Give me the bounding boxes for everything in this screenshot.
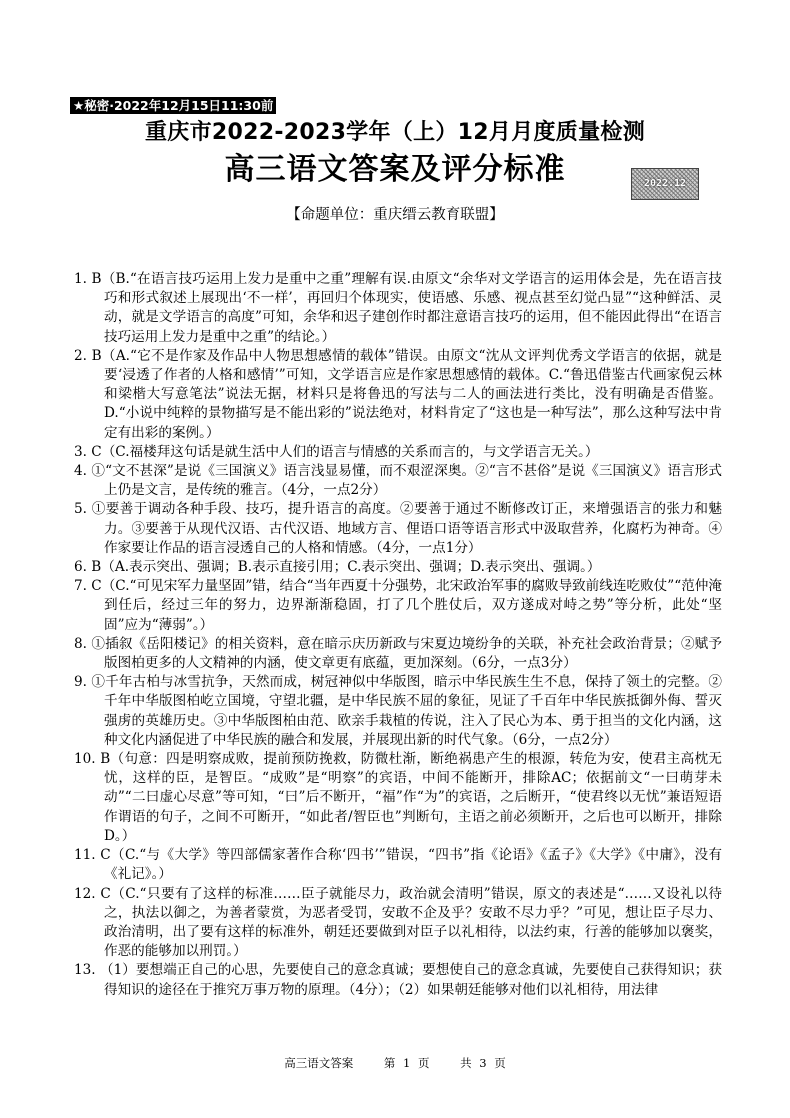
- footer-page-current: 第 1 页: [383, 1056, 430, 1070]
- secret-tag: ★秘密·2022年12月15日11:30前: [70, 97, 276, 114]
- answer-item-2: 2. B（A.“它不是作家及作品中人物思想感情的载体”错误。由原文“沈从文评判优秀文学语言的依据，就是要‘浸透了作者的人格和感情’”可知，文学语言应是作家思想感情的载体。C.“鲁迅借鉴古代画家倪云林和梁楷大写意笔法”说法无据，材料只是将鲁迅的写法与二人的画法进行类比，没有明确是否借鉴。D.“小说中纯粹的景物描写是不能出彩的”说法绝对，材料肯定了“这也是一种写法”，那么这种写法中肯定有出彩的案例。）: [74, 347, 722, 441]
- answer-item-6: 6. B（A.表示突出、强调；B.表示直接引用；C.表示突出、强调；D.表示突出、强调。）: [74, 559, 601, 576]
- footer-subject: 高三语文答案: [284, 1056, 354, 1070]
- answer-item-1: 1. B（B.“在语言技巧运用上发力是重中之重”理解有误.由原文“余华对文学语言的运用体会是，先在语言技巧和形式叙述上展现出‘不一样’，再回归个体现实，使语感、乐感、视点甚至幻觉凸显”“这种鲜活、灵动，就是文学语言的高度”可知，余华和迟子建创作时都注意语言技巧的运用，但不能因此得出“在语言技巧运用上发力是重中之重”的结论。）: [74, 271, 722, 345]
- answer-item-13: 13. （1）要想端正自己的心思，先要使自己的意念真诚；要想使自己的意念真诚，先要使自己获得知识；获得知识的途径在于推究万事万物的原理。（4分）；（2）如果朝廷能够对他们以礼相待，用法律: [74, 962, 722, 998]
- answer-item-4: 4. ①“文不甚深”是说《三国演义》语言浅显易懂，而不艰涩深奥。②“言不甚俗”是说《三国演义》语言形式上仍是文言，是传统的雅言。（4分，一点2分）: [74, 463, 722, 499]
- document-title: 高三语文答案及评分标准: [224, 152, 566, 187]
- date-stamp-icon: 2022.12: [631, 168, 699, 200]
- answer-item-11: 11. C（C.“与《大学》等四部儒家著作合称‘四书’”错误，“四书”指《论语》《孟子》《大学》《中庸》，没有《礼记》。）: [74, 847, 722, 883]
- exam-title: 重庆市2022-2023学年（上）12月月度质量检测: [144, 120, 645, 145]
- footer-page-total: 共 3 页: [460, 1056, 506, 1070]
- answer-item-7: 7. C（C.“可见宋军力量坚固”错，结合“当年西夏十分强势，北宋政治军事的腐败导致前线连吃败仗”“范仲淹到任后，经过三年的努力，边界渐渐稳固，打了几个胜仗后，双方遂成对峙之势”等分析，此处“坚固”应为“薄弱”。）: [74, 578, 722, 633]
- answer-item-9: 9. ①千年古柏与冰雪抗争，天然而成，树冠神似中华版图，暗示中华民族生生不息，保持了领土的完整。②千年中华版图柏屹立国境，守望北疆，是中华民族不屈的象征，见证了千百年中华民族抵御外侮、誓灭强虏的英雄历史。③中华版图柏由范、欧亲手栽植的传说，注入了民心为本、勇于担当的文化内涵，这种文化内涵促进了中华民族的融合和发展，并展现出新的时代气象。（6分，一点2分）: [74, 674, 722, 748]
- answer-item-10: 10. B（句意：四是明察成败，提前预防挽救，防微杜渐，断绝祸患产生的根源，转危为安，使君主高枕无忧，这样的臣，是智臣。“成败”是“明察”的宾语，中间不能断开，排除AC；依据前文“一曰萌芽未动”“二曰虚心尽意”等可知，“曰”后不断开，“福”作“为”的宾语，之后断开，“使君终以无忧”兼语短语作谓语的句子，之间不可断开，“如此者/智臣也”判断句，主语之前必须断开，之后也可以断开，排除D。）: [74, 751, 722, 844]
- page-footer: [0, 1055, 790, 1071]
- answer-item-12: 12. C（C.“只要有了这样的标准……臣子就能尽力，政治就会清明”错误，原文的表述是“……又设礼以待之，执法以御之，为善者蒙赏，为恶者受罚，安敢不企及乎？安敢不尽力乎？”可见，想让臣子尽力、政治清明，出了要有这样的标准外，朝廷还要做到对臣子以礼相待，以法约束，行善的能够加以褒奖，作恶的能够加以刑罚。）: [74, 885, 722, 960]
- answer-item-5: 5. ①要善于调动各种手段、技巧，提升语言的高度。②要善于通过不断修改订正，来增强语言的张力和魅力。③要善于从现代汉语、古代汉语、地域方言、俚语口语等语言形式中汲取营养，化腐朽为神奇。④作家要让作品的语言浸透自己的人格和情感。（4分，一点1分）: [74, 501, 722, 556]
- author-unit: 【命题单位：重庆缙云教育联盟】: [286, 207, 504, 223]
- answer-item-3: 3. C（C.福楼拜这句话是就生活中人们的语言与情感的关系而言的，与文学语言无关。）: [74, 443, 599, 460]
- answer-item-8: 8. ①插叙《岳阳楼记》的相关资料，意在暗示庆历新政与宋夏边境纷争的关联，补充社会政治背景；②赋予版图柏更多的人文精神的内涵，使文章更有底蕴，更加深刻。（6分，一点3分）: [74, 635, 722, 672]
- answer-list: [74, 270, 722, 1000]
